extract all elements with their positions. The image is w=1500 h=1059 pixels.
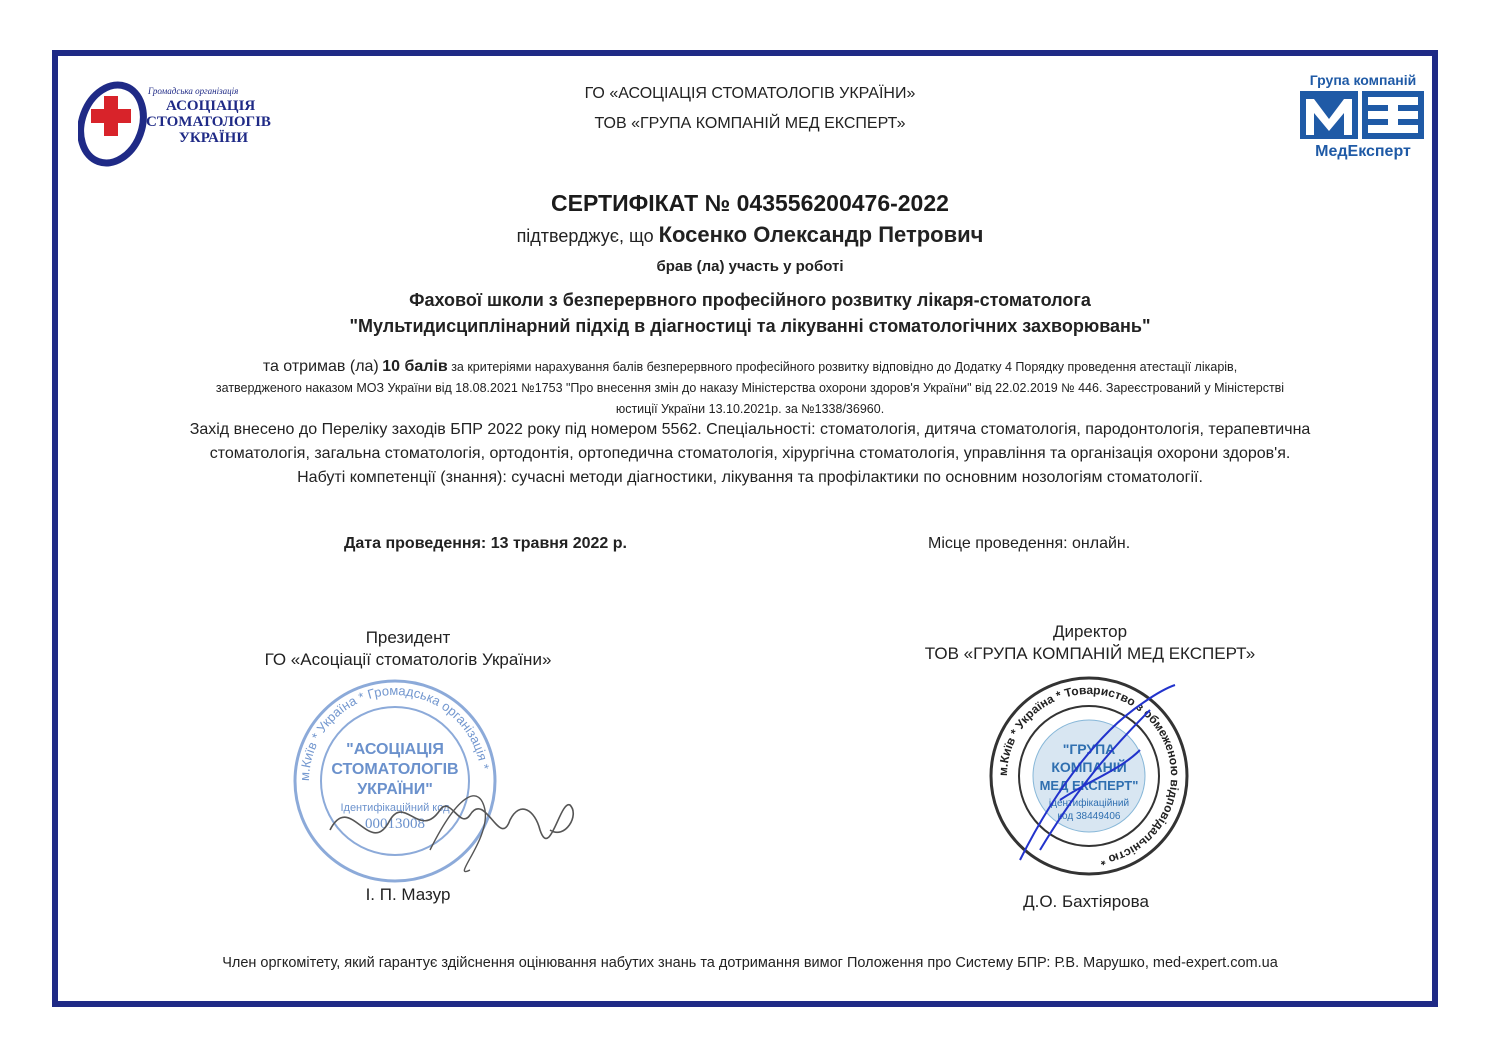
school-line-2: "Мультидисциплінарний підхід в діагностиці та лікуванні стоматологічних захворювань" bbox=[349, 316, 1151, 336]
header-org-1: ГО «АСОЦІАЦІЯ СТОМАТОЛОГІВ УКРАЇНИ» bbox=[584, 85, 916, 102]
right-signatory-org: ТОВ «ГРУПА КОМПАНІЙ МЕД ЕКСПЕРТ» bbox=[924, 644, 1256, 663]
logo-top-text: Група компаній bbox=[1309, 72, 1417, 88]
event-place: Місце проведення: онлайн. bbox=[928, 535, 1131, 552]
left-signatory-org: ГО «Асоціації стоматологів України» bbox=[264, 650, 552, 669]
right-signatory-title: Директор bbox=[1052, 622, 1128, 641]
logo-text: АСОЦІАЦІЯ СТОМАТОЛОГІВ УКРАЇНИ bbox=[146, 98, 271, 146]
logo-caption: Громадська організація bbox=[148, 86, 239, 96]
left-stamp-ring: м.Київ * Україна * Громадська організація * bbox=[296, 682, 493, 782]
right-stamp-text-3: МЕД ЕКСПЕРТ" bbox=[1039, 778, 1139, 793]
confirm-prefix: підтверджує, що bbox=[516, 226, 654, 246]
left-stamp-code: 00013008 bbox=[365, 816, 425, 832]
recipient-name: Косенко Олександр Петрович bbox=[658, 222, 984, 247]
right-signature-icon bbox=[1000, 680, 1190, 870]
left-stamp-text-3: УКРАЇНИ" bbox=[357, 781, 433, 798]
left-stamp-text-1: "АСОЦІАЦІЯ bbox=[346, 741, 444, 758]
header-org-2: ТОВ «ГРУПА КОМПАНІЙ МЕД ЕКСПЕРТ» bbox=[594, 115, 906, 132]
certificate-title: СЕРТИФІКАТ № 043556200476-2022 bbox=[551, 190, 949, 216]
left-signature-icon bbox=[310, 770, 590, 890]
took-part: брав (ла) участь у роботі bbox=[656, 258, 844, 275]
left-signatory bbox=[228, 627, 588, 671]
confirm-line bbox=[0, 222, 1500, 248]
right-stamp-ring: м.Київ * Україна * Товариство з обмеженою відповідальністю * bbox=[995, 682, 1183, 869]
logo-bottom-text: МедЕксперт bbox=[1315, 143, 1411, 160]
points-block bbox=[100, 356, 1400, 420]
right-signatory bbox=[870, 621, 1310, 665]
school-block bbox=[0, 287, 1500, 339]
school-line-1: Фахової школи з безперервного професійного розвитку лікаря-стоматолога bbox=[409, 290, 1091, 310]
registry-line-1: Захід внесено до Переліку заходів БПР 2022 року під номером 5562. Спеціальності: стоматологія, дитяча стоматологія, пародонтологія, терапевтична bbox=[189, 421, 1311, 438]
registry-line-2: стоматологія, загальна стоматологія, ортодонтія, ортопедична стоматологія, хірургічна стоматологія, управління та організація охорони здоров'я. bbox=[209, 445, 1291, 462]
right-stamp-text-2: КОМПАНІЙ bbox=[1051, 759, 1127, 775]
left-stamp-code-label: Ідентифікаційний код bbox=[340, 802, 450, 814]
registry-block bbox=[100, 418, 1400, 490]
left-signatory-title: Президент bbox=[365, 628, 451, 647]
right-stamp-code: код 38449406 bbox=[1057, 811, 1121, 822]
right-stamp-code-label: ідентифікаційний bbox=[1048, 798, 1130, 809]
points-text-1: за критеріями нарахування балів безперервного професійного розвитку відповідно до Додатку 4 Порядку проведення атестації лікарів, bbox=[451, 360, 1238, 374]
points-value: 10 балів bbox=[382, 358, 448, 375]
points-text-2: затвердженого наказом МОЗ України від 18.08.2021 №1753 "Про внесення змін до наказу Міністерства охорони здоров'я України" від 22.02.2019 № 446. Зареєстрований у Міністерстві bbox=[215, 381, 1285, 395]
points-text-3: юстиції України 13.10.2021р. за №1338/36960. bbox=[615, 402, 885, 416]
registry-line-3: Набуті компетенції (знання): сучасні методи діагностики, лікування та профілактики по основним нозологіям стоматології. bbox=[297, 469, 1203, 486]
left-stamp-text-2: СТОМАТОЛОГІВ bbox=[331, 761, 459, 778]
event-date: Дата проведення: 13 травня 2022 р. bbox=[344, 535, 627, 552]
right-signatory-name: Д.О. Бахтіярова bbox=[1023, 892, 1149, 911]
points-prefix: та отримав (ла) bbox=[262, 358, 379, 375]
right-stamp-text-1: "ГРУПА bbox=[1062, 741, 1116, 757]
left-signatory-name: І. П. Мазур bbox=[365, 885, 451, 904]
footer-note: Член оргкомітету, який гарантує здійснення оцінювання набутих знань та дотримання вимог Положення про Систему БПР: Р.В. Марушко, med-expert.com.ua bbox=[222, 955, 1278, 971]
